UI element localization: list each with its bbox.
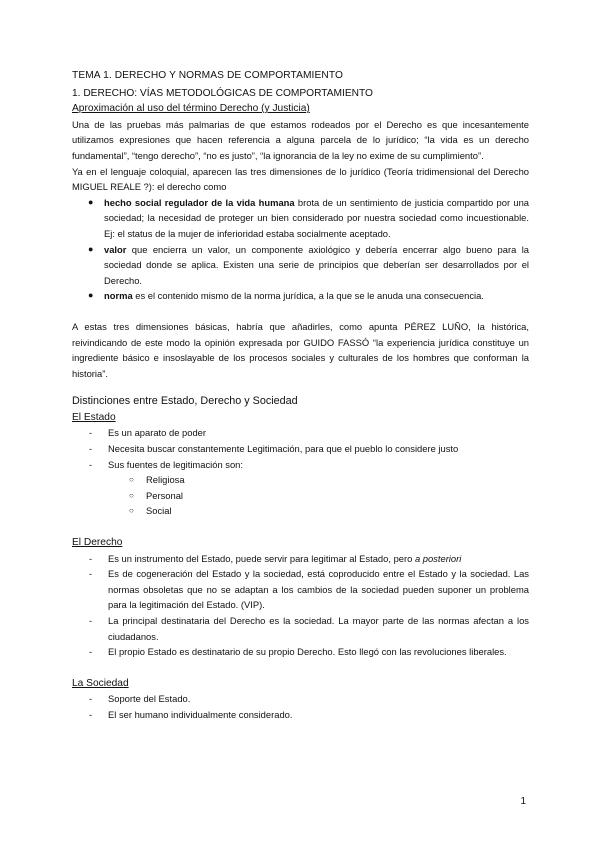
list-item (89, 613, 529, 644)
estado-heading: El Estado (72, 411, 116, 423)
dash-icon: - (89, 458, 93, 470)
sociedad-heading: La Sociedad (72, 677, 129, 689)
dash-icon: - (89, 552, 93, 564)
dimension-term: norma (104, 290, 133, 302)
list-item (88, 195, 529, 242)
list-item (89, 566, 529, 613)
dash-icon: - (89, 568, 93, 580)
list-item-text: Religiosa (146, 474, 185, 486)
list-item (129, 472, 529, 488)
dimensions-intro: Ya en el lenguaje coloquial, aparecen las tres dimensiones de lo jurídico (Teoría tridimensional del Derecho MIGUEL REALE ?): el derecho como (72, 165, 529, 193)
distinctions-heading: Distinciones entre Estado, Derecho y Sociedad (72, 395, 298, 408)
circle-bullet-icon: ○ (129, 506, 134, 516)
derecho-heading: El Derecho (72, 537, 123, 549)
dimension-term: hecho social regulador de la vida humana (104, 196, 295, 208)
chapter-subtitle: 1. DERECHO: VÍAS METODOLÓGICAS DE COMPORTAMIENTO (72, 87, 373, 99)
list-item (129, 488, 529, 504)
page-content (72, 68, 529, 723)
dimension-term: valor (104, 243, 127, 255)
list-item (89, 551, 529, 567)
list-item-text: Es un aparato de poder (108, 427, 206, 439)
circle-bullet-icon: ○ (129, 475, 134, 485)
list-item-text: Social (146, 505, 172, 517)
list-item-text: Personal (146, 489, 184, 501)
closing-paragraph: A estas tres dimensiones básicas, habría que añadirles, como apunta PÉREZ LUÑO, la histórica, reivindicando de este modo la opinión expresada por GUIDO FASSÓ “la experiencia jurídica constituye un ingrediente básico e insoslayable de los procesos sociales y culturales de los hombres que conforman la historia”. (72, 320, 529, 379)
list-item-text: El ser humano individualmente considerado. (108, 708, 293, 720)
dash-icon: - (89, 708, 93, 720)
list-item-text: Soporte del Estado. (108, 693, 191, 705)
dash-icon: - (89, 615, 93, 626)
list-item (89, 441, 529, 457)
list-item (89, 691, 529, 707)
list-item-text: Es un instrumento del Estado, puede servir para legitimar al Estado, pero (108, 552, 415, 564)
estado-list (72, 425, 529, 472)
list-item-text: El propio Estado es destinatario de su propio Derecho. Esto llegó con las revoluciones liberales. (108, 646, 507, 658)
page-number: 1 (520, 796, 526, 807)
bullet-icon: ● (88, 243, 94, 254)
list-item (129, 503, 529, 519)
list-item-text: Sus fuentes de legitimación son: (108, 458, 243, 470)
circle-bullet-icon: ○ (129, 490, 134, 500)
bullet-icon: ● (88, 196, 94, 207)
topic-title: TEMA 1. DERECHO Y NORMAS DE COMPORTAMIENTO (72, 70, 344, 81)
list-item (89, 425, 529, 441)
list-item-text: Necesita buscar constantemente Legitimación, para que el pueblo lo considere justo (108, 443, 459, 455)
dash-icon: - (89, 443, 93, 455)
dash-icon: - (89, 693, 93, 705)
dimension-text: brota de un sentimiento de justicia compartido por una sociedad; la necesidad de proteger un bien considerado por nuestra sociedad como incuestionable. Ej: el status de la mujer de inferioridad estaba socialmente aceptado. (104, 196, 529, 239)
section-heading: Aproximación al uso del término Derecho (y Justicia) (72, 103, 310, 115)
dimension-text: que encierra un valor, un componente axiológico y debería encerrar algo bueno para la sociedad donde se aplica. Existen una serie de principios que deberían ser desarrollados por el Derecho. (104, 243, 529, 286)
list-item (88, 288, 529, 304)
list-item (89, 707, 529, 723)
dash-icon: - (89, 646, 93, 658)
bullet-icon: ● (88, 290, 94, 301)
dimensions-list (72, 195, 529, 304)
list-item (88, 242, 529, 289)
dash-icon: - (89, 427, 93, 439)
list-item-text: La principal destinataria del Derecho es la sociedad. La mayor parte de las normas afectan a los ciudadanos. (108, 615, 529, 642)
legitimation-sources-list (72, 472, 529, 519)
intro-paragraph: Una de las pruebas más palmarias de que estamos rodeados por el Derecho es que incesantemente utilizamos expresiones que hacen referencia a alguna parcela de lo jurídico; “la vida es un derecho fundamental”, “tengo derecho”, “no es justo”, “la ignorancia de la ley no exime de su cumplimiento”. (72, 118, 529, 161)
sociedad-list (72, 691, 529, 722)
list-item (89, 457, 529, 473)
derecho-list (72, 551, 529, 660)
dimension-text: es el contenido mismo de la norma jurídica, a la que se le anuda una consecuencia. (132, 290, 484, 302)
italic-term: a posteriori (414, 552, 462, 564)
list-item-text: Es de cogeneración del Estado y la sociedad, está coproducido entre el Estado y la sociedad. Las normas obsoletas que no se adaptan a los cambios de la sociedad pueden suponer un problema para la legitimación del Estado. (VIP). (108, 568, 529, 611)
list-item (89, 644, 529, 660)
